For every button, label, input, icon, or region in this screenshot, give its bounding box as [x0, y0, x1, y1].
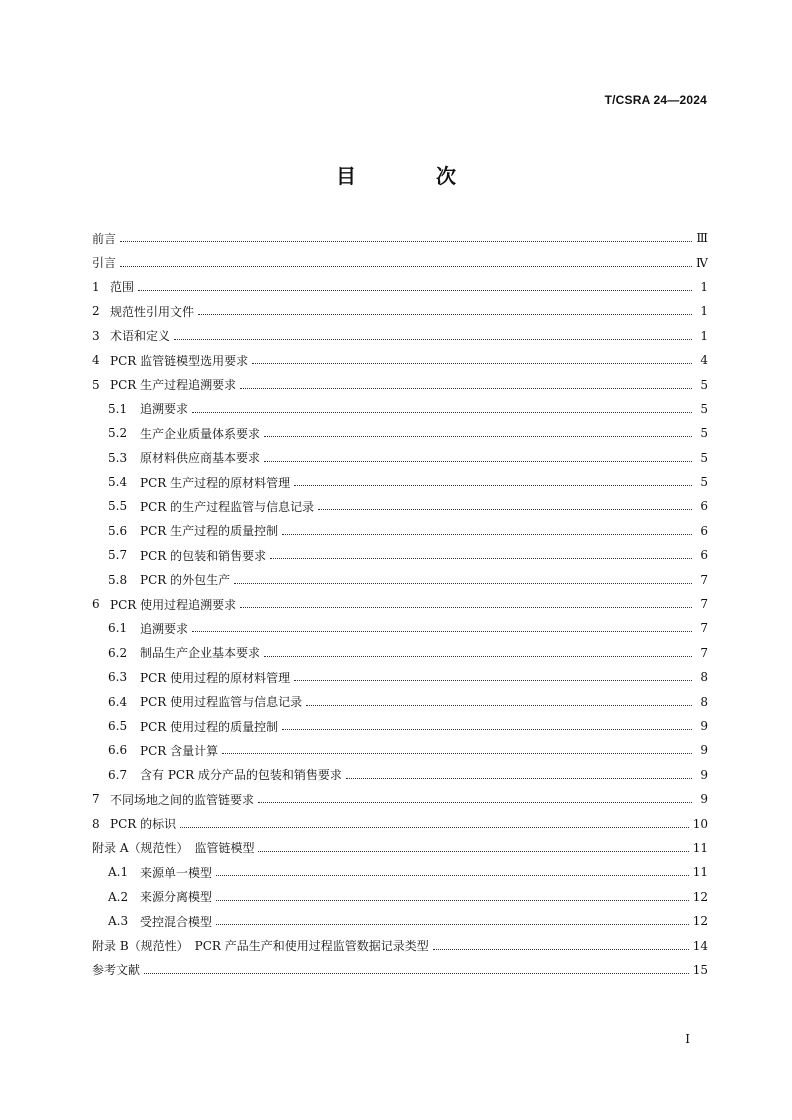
toc-entry[interactable] [92, 348, 708, 372]
toc-entry-page: 10 [692, 816, 708, 831]
toc-entry-number: 5.8 [108, 572, 128, 587]
toc-entry-label: 来源分离模型 [140, 890, 213, 905]
toc-entry[interactable] [92, 763, 708, 787]
toc-entry[interactable] [92, 665, 708, 689]
toc-entry-label: 附录 A（规范性） 监管链模型 [92, 841, 255, 856]
toc-entry-number: 2 [92, 304, 100, 319]
toc-entry-number: A.3 [108, 914, 129, 929]
toc-entry-page: 9 [700, 792, 708, 807]
toc-entry-page: 6 [700, 548, 708, 563]
toc-entry[interactable] [92, 519, 708, 543]
toc-entry[interactable] [92, 397, 708, 421]
toc-entry[interactable] [92, 689, 708, 713]
dot-leader [294, 679, 692, 681]
toc-entry-label: PCR 监管链模型选用要求 [110, 353, 249, 368]
page-number: I [685, 1032, 690, 1046]
toc-entry-number: 6.4 [108, 694, 128, 709]
dot-leader [144, 972, 689, 974]
dot-leader [252, 362, 692, 364]
dot-leader [282, 728, 692, 730]
toc-entry[interactable] [92, 836, 708, 860]
toc-entry-label: PCR 生产过程追溯要求 [110, 378, 237, 393]
dot-leader [264, 460, 692, 462]
toc-entry[interactable] [92, 372, 708, 396]
toc-entry[interactable] [92, 933, 708, 957]
toc-entry-page: 6 [700, 499, 708, 514]
toc-entry-page: 7 [700, 645, 708, 660]
toc-entry-label: 制品生产企业基本要求 [140, 646, 261, 661]
toc-entry-page: 5 [700, 475, 708, 490]
dot-leader [120, 265, 692, 267]
toc-entry-number: 6.6 [108, 743, 128, 758]
dot-leader [216, 899, 689, 901]
dot-leader [240, 606, 692, 608]
toc-entry-number: 6.7 [108, 767, 128, 782]
toc-entry[interactable] [92, 470, 708, 494]
toc-entry-page: 8 [700, 670, 708, 685]
toc-entry-label: PCR 的外包生产 [140, 573, 231, 588]
toc-entry-number: A.1 [108, 865, 129, 880]
dot-leader [174, 338, 692, 340]
toc-entry-page: 1 [700, 304, 708, 319]
toc-entry-number: 6.5 [108, 719, 128, 733]
dot-leader [216, 874, 689, 876]
toc-entry-label: 追溯要求 [140, 621, 189, 636]
toc-entry[interactable] [92, 958, 708, 982]
toc-entry-label: 不同场地之间的监管链要求 [110, 792, 255, 807]
toc-entry[interactable] [92, 543, 708, 567]
dot-leader [264, 655, 692, 657]
toc-entry-number: A.2 [108, 889, 129, 904]
toc-entry[interactable] [92, 421, 708, 445]
toc-entry-number: 6.3 [108, 670, 128, 685]
toc-entry[interactable] [92, 299, 708, 323]
toc-entry-page: 5 [700, 450, 708, 465]
dot-leader [346, 777, 692, 779]
toc-entry-number: 5.7 [108, 548, 128, 563]
toc-entry-page: 9 [700, 719, 708, 733]
dot-leader [294, 484, 692, 486]
toc-entry-page: 7 [700, 597, 708, 612]
toc-entry[interactable] [92, 641, 708, 665]
toc-entry-number: 5.1 [108, 401, 128, 416]
toc-entry-page: 5 [700, 401, 708, 416]
table-of-contents [92, 226, 708, 982]
toc-entry-page: 6 [700, 523, 708, 538]
toc-entry[interactable] [92, 738, 708, 762]
toc-entry-number: 1 [92, 279, 100, 294]
dot-leader [192, 630, 692, 632]
toc-entry-number: 4 [92, 353, 100, 368]
toc-entry[interactable] [92, 250, 708, 274]
dot-leader [306, 704, 692, 706]
toc-entry-label: PCR 的生产过程监管与信息记录 [140, 499, 315, 514]
dot-leader [234, 582, 692, 584]
toc-entry-number: 6 [92, 597, 100, 612]
toc-entry-page: 12 [692, 914, 708, 929]
toc-entry-label: 参考文献 [92, 963, 141, 978]
toc-entry-page: 5 [700, 426, 708, 441]
dot-leader [222, 752, 692, 754]
toc-entry-label: PCR 使用过程监管与信息记录 [140, 695, 303, 710]
toc-entry-page: Ⅳ [696, 255, 708, 270]
toc-entry-page: 15 [692, 962, 708, 977]
toc-entry[interactable] [92, 616, 708, 640]
toc-entry[interactable] [92, 324, 708, 348]
toc-entry-label: 原材料供应商基本要求 [140, 451, 261, 466]
dot-leader [270, 557, 692, 559]
toc-entry-number: 6.1 [108, 621, 128, 636]
toc-entry[interactable] [92, 714, 708, 738]
toc-entry-label: 受控混合模型 [140, 914, 213, 929]
toc-entry-page: 14 [692, 938, 708, 953]
dot-leader [282, 533, 692, 535]
toc-entry-page: 7 [700, 621, 708, 636]
toc-entry-page: 11 [692, 840, 708, 855]
dot-leader [264, 435, 692, 437]
dot-leader [318, 508, 692, 510]
toc-entry-number: 8 [92, 816, 100, 831]
toc-entry[interactable] [92, 885, 708, 909]
toc-entry-label: PCR 生产过程的质量控制 [140, 524, 279, 539]
dot-leader [138, 289, 692, 291]
toc-entry[interactable] [92, 787, 708, 811]
toc-entry-number: 5.5 [108, 499, 128, 514]
dot-leader [192, 411, 692, 413]
toc-entry-number: 5.3 [108, 450, 128, 465]
toc-entry-label: PCR 含量计算 [140, 743, 219, 758]
toc-entry-page: 5 [700, 377, 708, 392]
toc-entry-label: 追溯要求 [140, 402, 189, 417]
toc-entry-number: 5.6 [108, 523, 128, 538]
page-title: 目 次 [336, 164, 486, 188]
toc-entry-number: 5.2 [108, 426, 128, 441]
toc-entry-number: 5.4 [108, 475, 128, 490]
toc-entry[interactable] [92, 860, 708, 884]
toc-entry-label: 生产企业质量体系要求 [140, 426, 261, 441]
toc-entry[interactable] [92, 592, 708, 616]
toc-entry-page: 12 [692, 889, 708, 904]
toc-entry-page: 7 [700, 572, 708, 587]
toc-entry-page: 9 [700, 767, 708, 782]
toc-entry[interactable] [92, 494, 708, 518]
toc-entry-page: 1 [700, 279, 708, 294]
toc-entry-label: PCR 使用过程的原材料管理 [140, 670, 291, 685]
toc-entry-label: 来源单一模型 [140, 865, 213, 880]
toc-entry-label: 范围 [110, 280, 135, 295]
toc-entry-label: PCR 生产过程的原材料管理 [140, 475, 291, 490]
toc-entry-page: 8 [700, 694, 708, 709]
dot-leader [258, 850, 688, 852]
toc-entry-label: 含有 PCR 成分产品的包装和销售要求 [140, 768, 342, 783]
toc-entry-page: Ⅲ [696, 231, 708, 246]
toc-entry[interactable] [92, 909, 708, 933]
toc-entry-page: 11 [692, 865, 708, 880]
dot-leader [198, 313, 692, 315]
toc-entry[interactable] [92, 567, 708, 591]
dot-leader [258, 801, 692, 803]
toc-entry-number: 5 [92, 377, 100, 392]
toc-entry-number: 6.2 [108, 645, 128, 660]
toc-entry[interactable] [92, 275, 708, 299]
document-code: T/CSRA 24—2024 [604, 93, 707, 107]
toc-entry-page: 9 [700, 743, 708, 758]
toc-entry-number: 7 [92, 792, 100, 807]
toc-entry-label: 附录 B（规范性） PCR 产品生产和使用过程监管数据记录类型 [92, 939, 429, 954]
toc-entry-label: 引言 [92, 256, 117, 271]
toc-entry[interactable] [92, 446, 708, 470]
toc-entry[interactable] [92, 811, 708, 835]
toc-entry-page: 1 [700, 328, 708, 343]
toc-entry-label: 规范性引用文件 [110, 304, 195, 319]
toc-entry-label: PCR 的包装和销售要求 [140, 548, 267, 563]
toc-entry-label: PCR 的标识 [110, 817, 177, 832]
toc-entry-page: 4 [700, 353, 708, 368]
dot-leader [240, 387, 692, 389]
dot-leader [120, 240, 692, 242]
toc-entry-label: PCR 使用过程追溯要求 [110, 597, 237, 612]
dot-leader [216, 923, 689, 925]
toc-entry-label: 前言 [92, 231, 117, 246]
toc-entry-label: 术语和定义 [110, 329, 171, 344]
toc-entry-label: PCR 使用过程的质量控制 [140, 719, 279, 734]
dot-leader [433, 948, 689, 950]
dot-leader [180, 826, 689, 828]
toc-entry-number: 3 [92, 328, 100, 343]
toc-entry[interactable] [92, 226, 708, 250]
